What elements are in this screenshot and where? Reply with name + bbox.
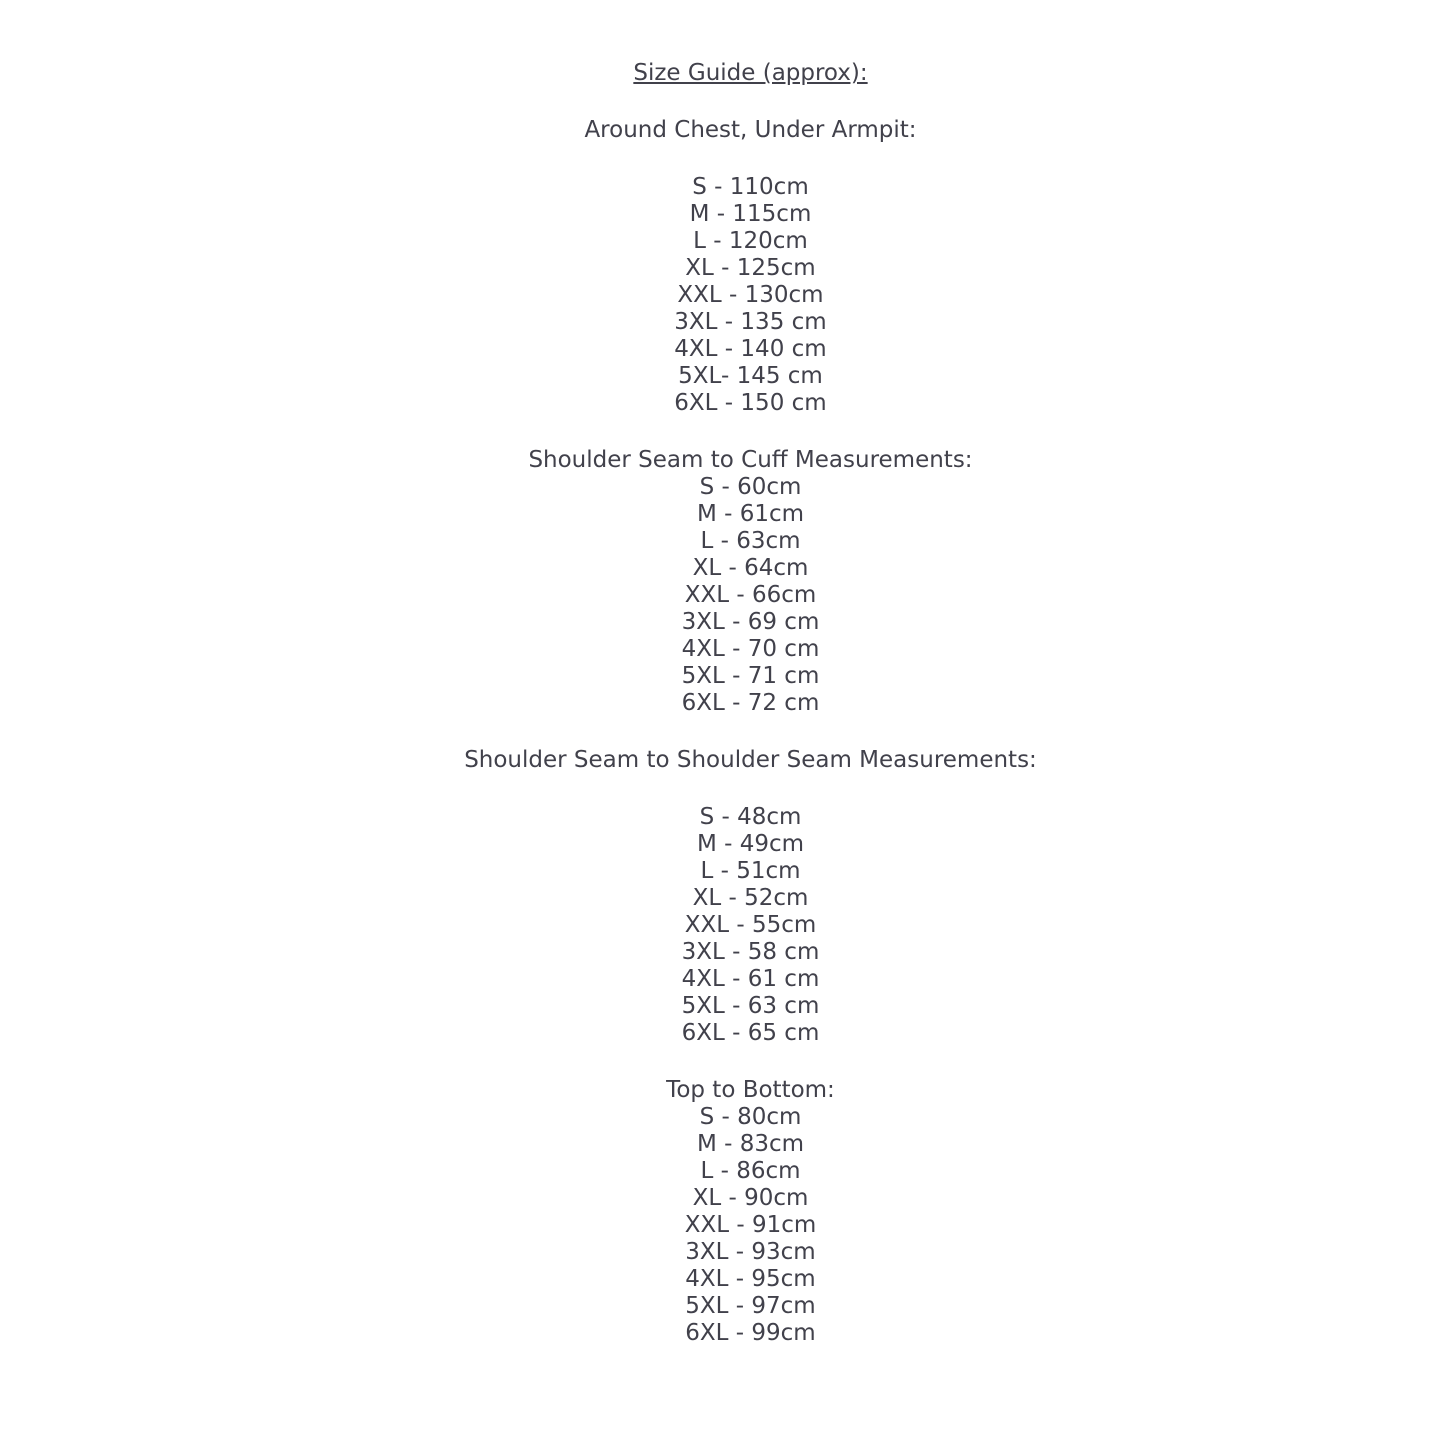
section-heading-top-to-bottom: Top to Bottom: [666, 1077, 835, 1103]
size-row: 4XL - 70 cm [681, 636, 820, 662]
section-list-shoulder-to-shoulder [56, 804, 1445, 1047]
size-row: 6XL - 72 cm [681, 690, 820, 716]
size-row: 5XL - 71 cm [681, 663, 820, 689]
size-row: M - 49cm [696, 831, 805, 857]
section-shoulder-to-cuff [56, 447, 1445, 717]
size-row: S - 48cm [699, 804, 802, 830]
size-guide-document [56, 0, 1445, 1347]
section-heading-around-chest: Around Chest, Under Armpit: [584, 117, 917, 143]
size-row: M - 61cm [696, 501, 805, 527]
size-row: XL - 125cm [685, 255, 816, 281]
size-row: 4XL - 61 cm [681, 966, 820, 992]
size-row: M - 83cm [696, 1131, 805, 1157]
section-top-to-bottom [56, 1077, 1445, 1347]
size-row: XXL - 91cm [684, 1212, 817, 1238]
page-title: Size Guide (approx): [633, 60, 868, 86]
size-row: S - 110cm [692, 174, 809, 200]
size-row: 6XL - 65 cm [681, 1020, 820, 1046]
section-list-around-chest [56, 174, 1445, 417]
size-row: 3XL - 93cm [685, 1239, 816, 1265]
size-row: XXL - 130cm [677, 282, 824, 308]
size-row: XL - 52cm [692, 885, 809, 911]
size-row: 6XL - 150 cm [674, 390, 827, 416]
size-row: S - 80cm [699, 1104, 802, 1130]
size-row: 3XL - 69 cm [681, 609, 820, 635]
size-row: L - 120cm [693, 228, 808, 254]
size-row: XL - 90cm [692, 1185, 809, 1211]
size-row: 3XL - 58 cm [681, 939, 820, 965]
section-heading-shoulder-to-shoulder: Shoulder Seam to Shoulder Seam Measurements: [464, 747, 1037, 773]
size-row: M - 115cm [689, 201, 812, 227]
size-row: S - 60cm [699, 474, 802, 500]
section-heading-shoulder-to-cuff: Shoulder Seam to Cuff Measurements: [528, 447, 973, 473]
size-row: L - 86cm [700, 1158, 801, 1184]
size-row: XXL - 66cm [684, 582, 817, 608]
size-row: 5XL - 63 cm [681, 993, 820, 1019]
size-row: XXL - 55cm [684, 912, 817, 938]
size-row: 6XL - 99cm [685, 1320, 816, 1346]
size-row: XL - 64cm [692, 555, 809, 581]
size-row: 5XL - 97cm [685, 1293, 816, 1319]
size-row: 4XL - 95cm [685, 1266, 816, 1292]
size-row: 4XL - 140 cm [674, 336, 827, 362]
size-row: L - 51cm [700, 858, 801, 884]
size-row: L - 63cm [700, 528, 801, 554]
size-row: 3XL - 135 cm [674, 309, 827, 335]
size-row: 5XL- 145 cm [678, 363, 823, 389]
